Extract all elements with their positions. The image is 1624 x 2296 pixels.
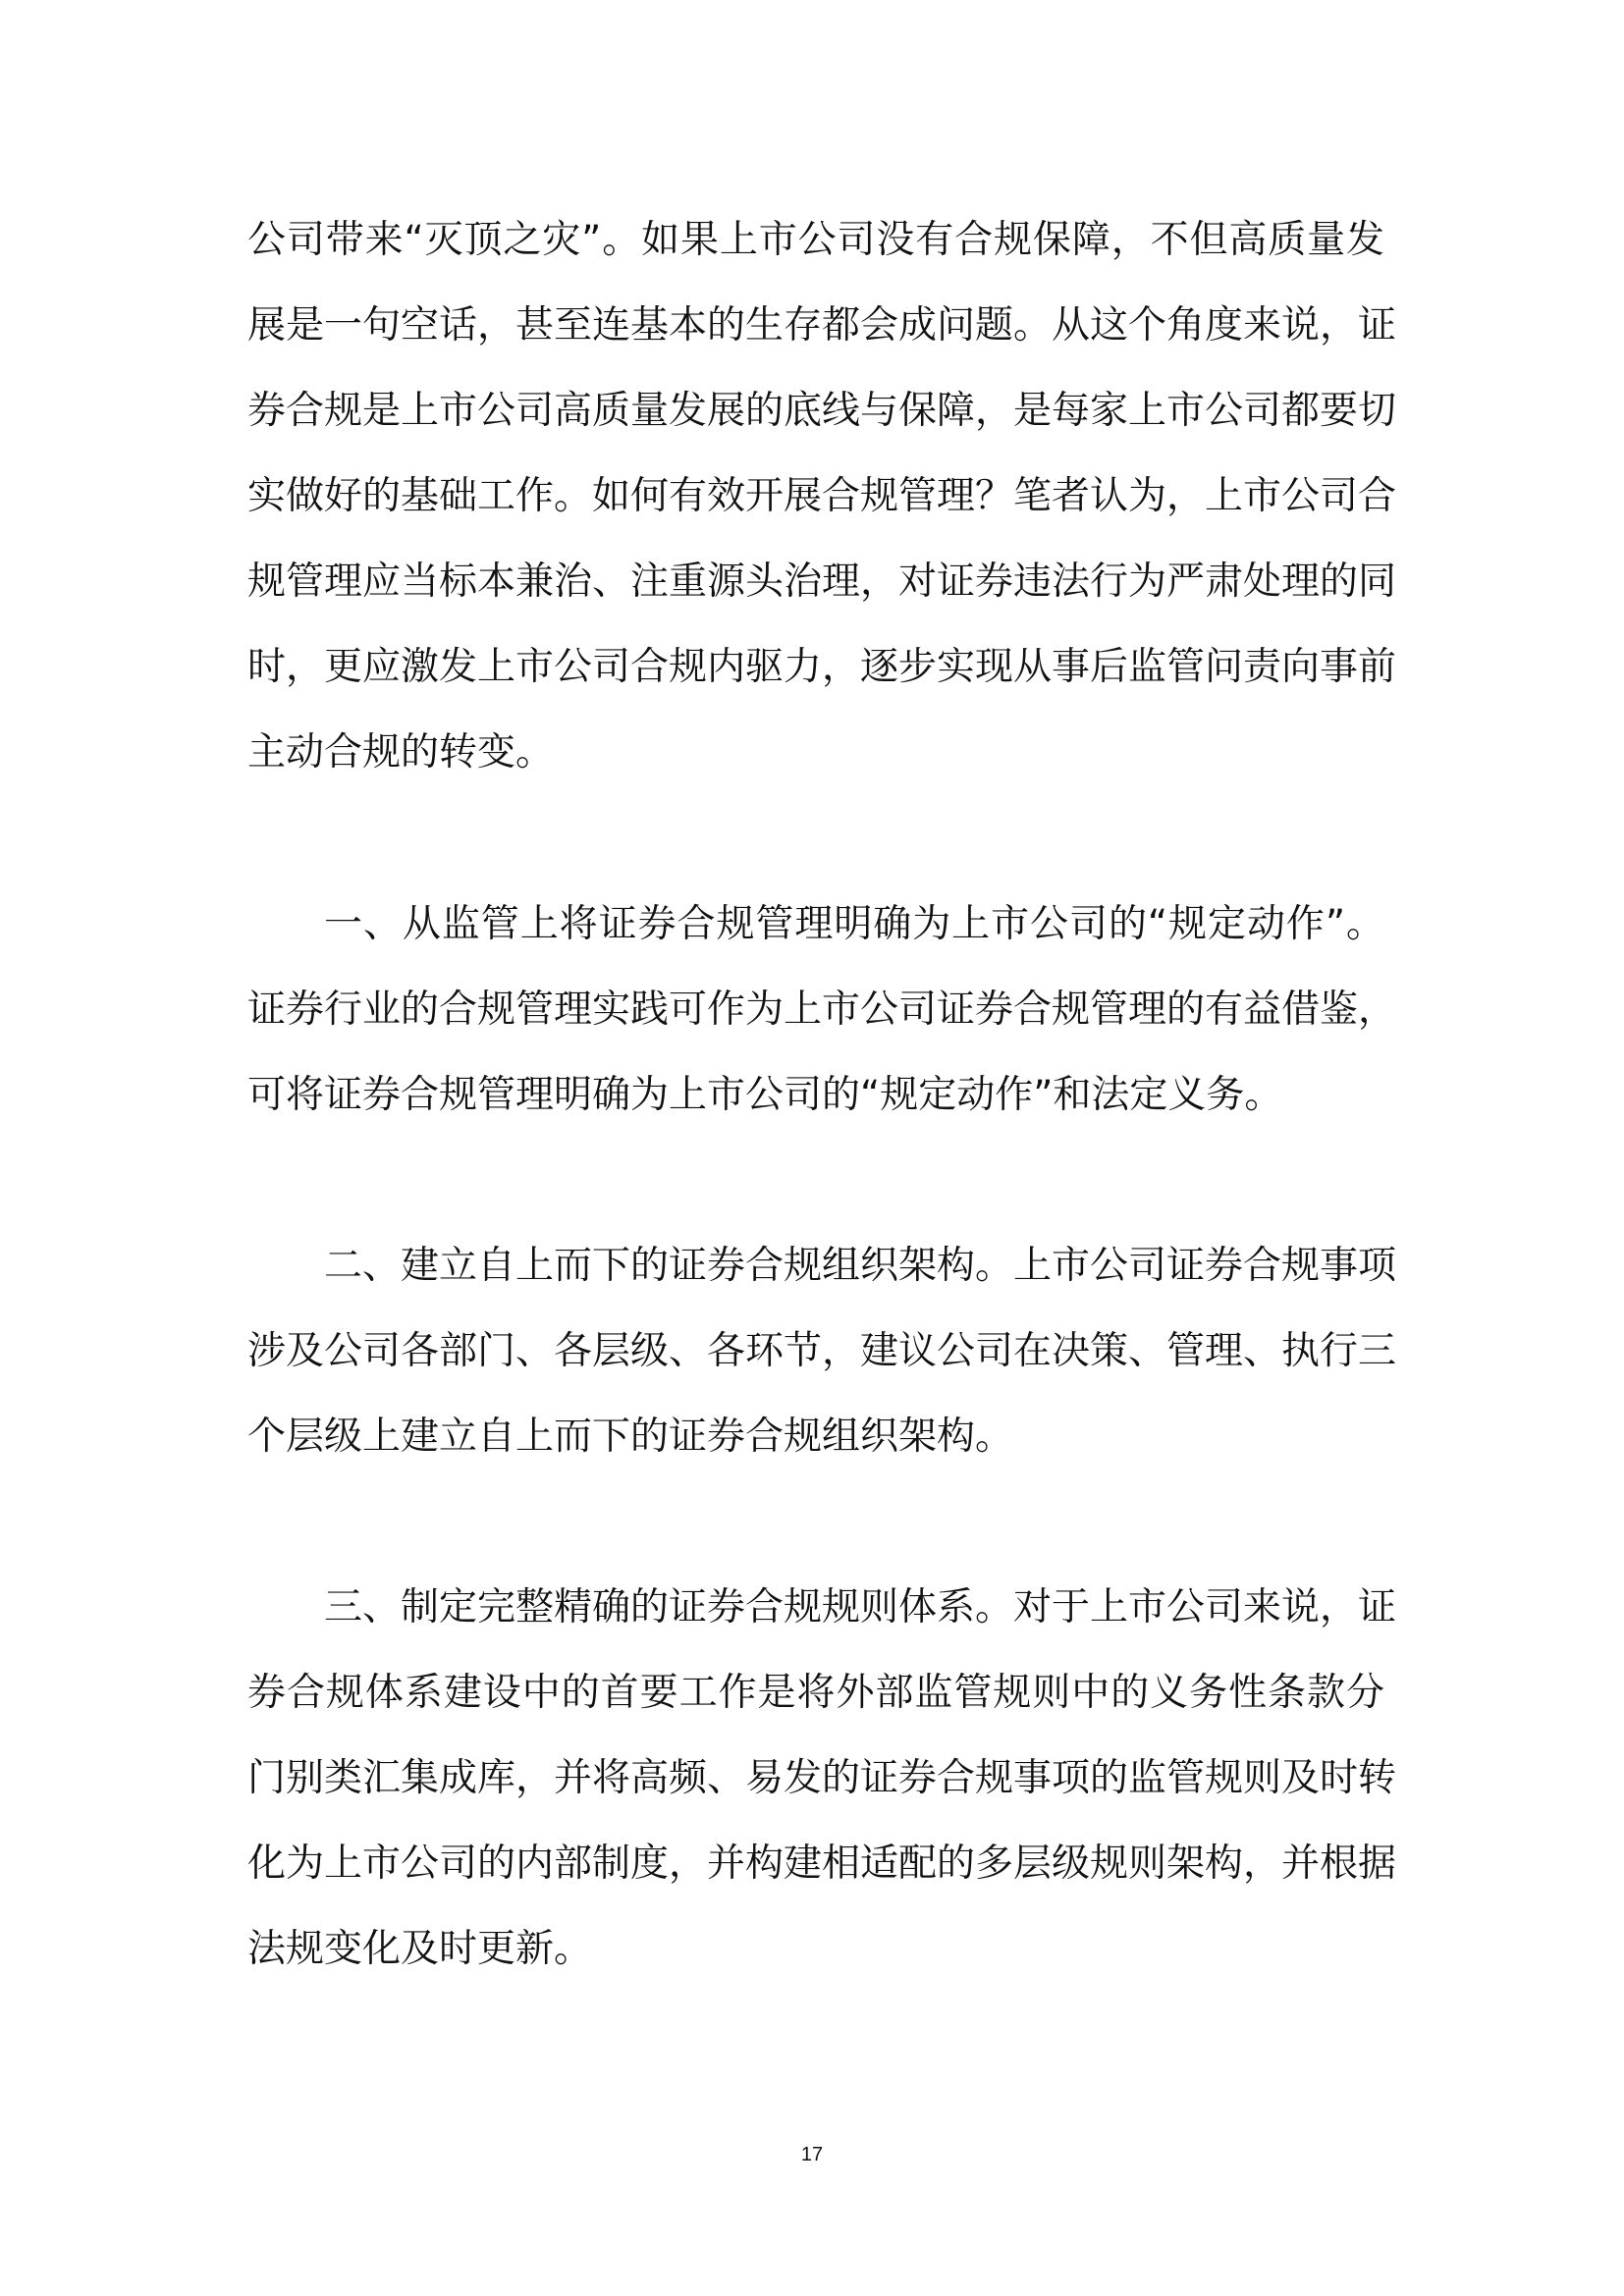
text-line: 化为上市公司的内部制度，并构建相适配的多层级规则架构，并根据 (247, 1842, 1397, 1886)
text-line: 个层级上建立自上而下的证券合规组织架构。 (247, 1415, 1014, 1459)
page-number: 17 (800, 2144, 824, 2165)
text-line: 展是一句空话，甚至连基本的生存都会成问题。从这个角度来说，证 (247, 303, 1397, 347)
text-line: 时，更应激发上市公司合规内驱力，逐步实现从事后监管问责向事前 (247, 645, 1397, 689)
text-line: 券合规是上市公司高质量发展的底线与保障，是每家上市公司都要切 (247, 389, 1397, 433)
text-line: 证券行业的合规管理实践可作为上市公司证券合规管理的有益借鉴， (247, 988, 1397, 1032)
text-line: 一、从监管上将证券合规管理明确为上市公司的“规定动作”。 (324, 902, 1384, 946)
text-line: 券合规体系建设中的首要工作是将外部监管规则中的义务性条款分 (247, 1671, 1384, 1715)
paragraph-point-1 (247, 881, 1397, 1138)
paragraph-point-3 (247, 1565, 1397, 1992)
text-line: 可将证券合规管理明确为上市公司的“规定动作”和法定义务。 (247, 1073, 1283, 1117)
paragraph-point-2 (247, 1223, 1397, 1479)
text-line: 法规变化及时更新。 (247, 1927, 593, 1971)
text-line: 公司带来“灭顶之灾”。如果上市公司没有合规保障，不但高质量发 (247, 218, 1384, 262)
text-line: 门别类汇集成库，并将高频、易发的证券合规事项的监管规则及时转 (247, 1756, 1397, 1800)
text-line: 主动合规的转变。 (247, 730, 555, 774)
text-line: 规管理应当标本兼治、注重源头治理，对证券违法行为严肃处理的同 (247, 560, 1397, 604)
text-line: 涉及公司各部门、各层级、各环节，建议公司在决策、管理、执行三 (247, 1329, 1397, 1373)
text-line: 三、制定完整精确的证券合规规则体系。对于上市公司来说，证 (324, 1585, 1397, 1629)
text-line: 实做好的基础工作。如何有效开展合规管理？笔者认为，上市公司合 (247, 474, 1397, 518)
text-line: 二、建立自上而下的证券合规组织架构。上市公司证券合规事项 (324, 1244, 1397, 1288)
paragraph-intro (247, 197, 1397, 795)
